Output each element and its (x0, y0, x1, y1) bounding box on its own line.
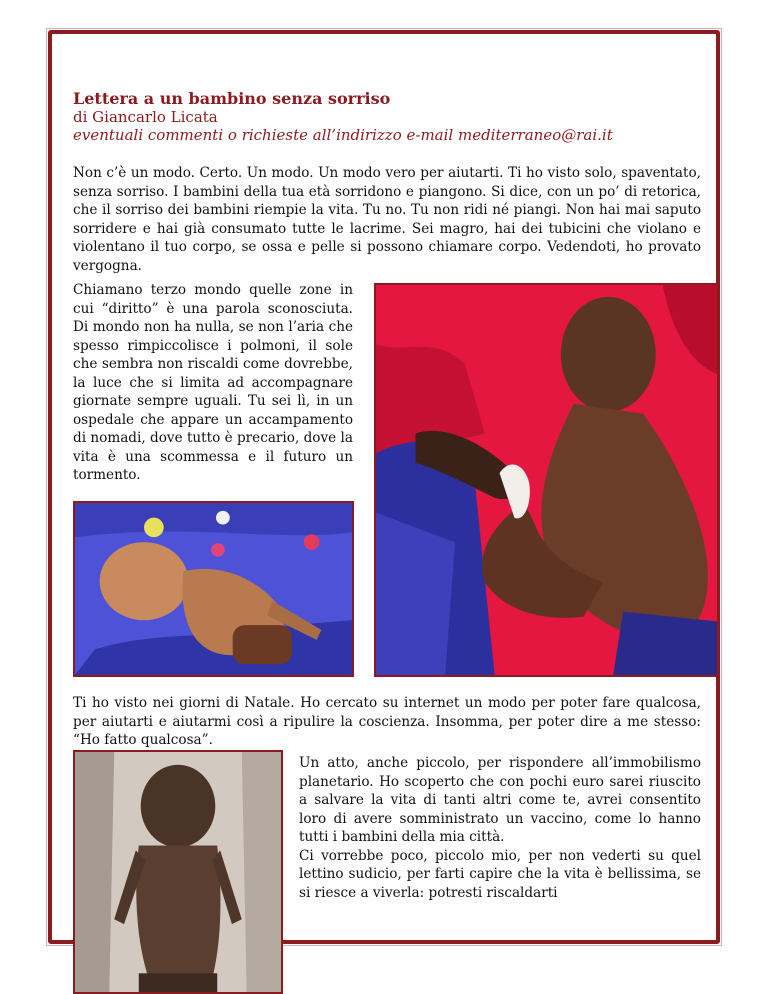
paragraph-vaccine (299, 754, 701, 902)
photo-child-lying-on-blanket (73, 501, 354, 677)
paragraph-vaccine-part-2: Ci vorrebbe poco, piccolo mio, per non vederti su quel lettino sudicio, per farti capire che la vita è bellissima, se si riesce a viverla: potresti riscaldarti (299, 847, 701, 901)
paragraph-vaccine-part-1: Un atto, anche piccolo, per rispondere all’immobilismo planetario. Ho scoperto che con pochi euro sarei riuscito a salvare la vita di tanti altri come te, avrei consentito loro di avere somministrato un vaccino, come lo hanno tutti i bambini della mia città. (299, 755, 701, 845)
article-author: di Giancarlo Licata (73, 108, 218, 126)
paragraph-christmas: Ti ho visto nei giorni di Natale. Ho cercato su internet un modo per poter fare qualcosa, per aiutarti e aiutarmi così a ripulire la coscienza. Insomma, per poter dire a me stesso: “Ho fatto qualcosa”. (73, 695, 701, 748)
paragraph-third-world: Chiamano terzo mondo quelle zone in cui “diritto” è una parola sconosciuta. Di mondo non ha nulla, se non l’aria che spesso rimpiccolisce i polmoni, il sole che sembra non riscaldi come dovrebbe, la luce che si limita ad accompagnare giornate sempre uguali. Tu sei lì, in un ospedale che appare un accampamento di nomadi, dove tutto è precario, dove la vita è una scommessa e il futuro un tormento. (73, 282, 353, 483)
contact-note: eventuali commenti o richieste all’indirizzo e-mail mediterraneo@rai.it (73, 126, 613, 144)
paragraph-intro: Non c’è un modo. Certo. Un modo. Un modo vero per aiutarti. Ti ho visto solo, spaventato, senza sorriso. I bambini della tua età sorridono e piangono. Si dice, con un po’ di retorica, che il sorriso dei bambini riempie la vita. Tu no. Tu non ridi né piangi. Non hai mai saputo sorridere e hai già consumato tutte le lacrime. Sei magro, hai dei tubicini che violano e violentano il tuo corpo, se ossa e pelle si possono chiamare corpo. Vedendoti, ho provato vergogna. (73, 165, 701, 274)
photo-standing-child (73, 750, 283, 994)
photo-child-held-by-mother (374, 283, 719, 677)
article-title: Lettera a un bambino senza sorriso (73, 89, 391, 108)
